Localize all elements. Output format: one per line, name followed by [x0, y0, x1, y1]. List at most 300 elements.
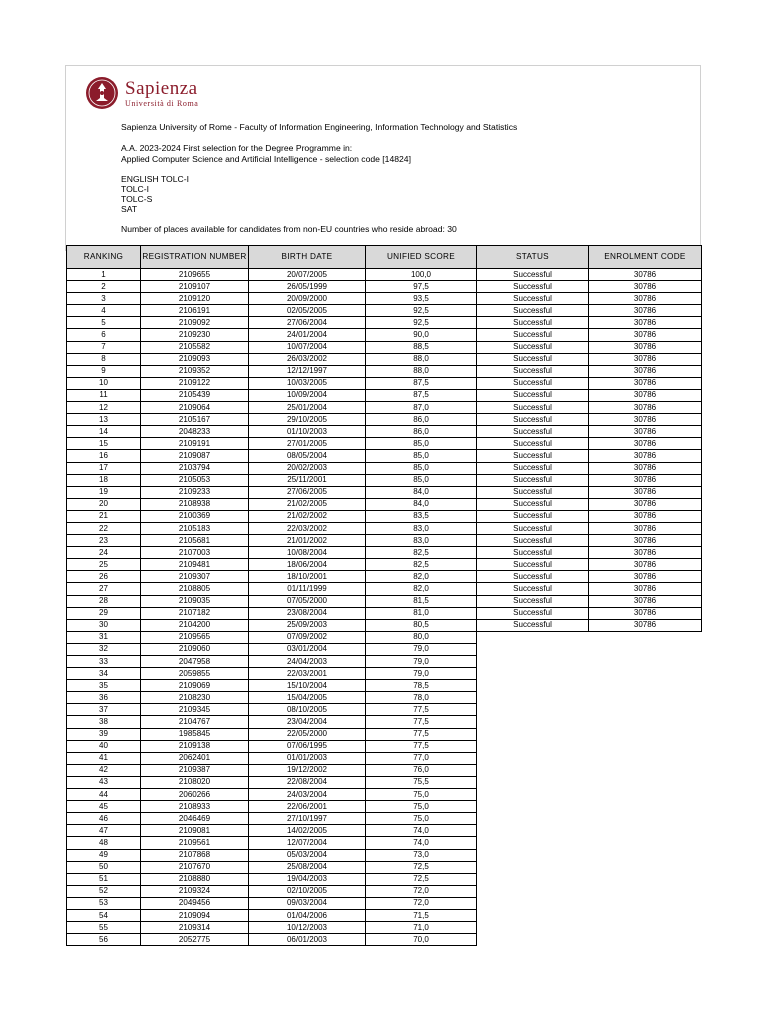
- cell-enrolment-code: 30786: [589, 438, 702, 450]
- empty-cell: [477, 922, 589, 934]
- cell-birth-date: 09/03/2004: [249, 897, 366, 909]
- cell-registration-number: 2109565: [141, 631, 249, 643]
- cell-ranking: 48: [67, 837, 141, 849]
- cell-ranking: 51: [67, 873, 141, 885]
- cell-birth-date: 22/05/2000: [249, 728, 366, 740]
- cell-registration-number: 2105681: [141, 535, 249, 547]
- cell-unified-score: 77,5: [366, 740, 477, 752]
- cell-enrolment-code: 30786: [589, 571, 702, 583]
- cell-birth-date: 22/06/2001: [249, 801, 366, 813]
- cell-registration-number: 2060266: [141, 789, 249, 801]
- table-row: [67, 559, 702, 571]
- table-row: [67, 837, 702, 849]
- table-row: [67, 656, 702, 668]
- cell-birth-date: 10/07/2004: [249, 341, 366, 353]
- table-row: [67, 341, 702, 353]
- cell-unified-score: 70,0: [366, 934, 477, 946]
- cell-enrolment-code: 30786: [589, 426, 702, 438]
- cell-ranking: 36: [67, 692, 141, 704]
- cell-status: Successful: [477, 522, 589, 534]
- cell-registration-number: 2108020: [141, 776, 249, 788]
- table-row: [67, 922, 702, 934]
- cell-unified-score: 77,5: [366, 728, 477, 740]
- cell-status: Successful: [477, 498, 589, 510]
- cell-unified-score: 97,5: [366, 281, 477, 293]
- cell-status: Successful: [477, 341, 589, 353]
- table-row: [67, 680, 702, 692]
- cell-enrolment-code: 30786: [589, 377, 702, 389]
- cell-unified-score: 84,0: [366, 498, 477, 510]
- cell-unified-score: 88,0: [366, 353, 477, 365]
- cell-ranking: 20: [67, 498, 141, 510]
- cell-unified-score: 92,5: [366, 317, 477, 329]
- cell-ranking: 56: [67, 934, 141, 946]
- test-type-1: ENGLISH TOLC-I: [121, 174, 189, 184]
- cell-registration-number: 2109307: [141, 571, 249, 583]
- cell-unified-score: 77,5: [366, 704, 477, 716]
- cell-unified-score: 74,0: [366, 837, 477, 849]
- col-header-enrolment-code: ENROLMENT CODE: [589, 246, 702, 269]
- cell-birth-date: 02/05/2005: [249, 305, 366, 317]
- empty-cell: [477, 704, 589, 716]
- cell-registration-number: 2104767: [141, 716, 249, 728]
- cell-unified-score: 83,0: [366, 522, 477, 534]
- table-row: [67, 897, 702, 909]
- cell-registration-number: 2109233: [141, 486, 249, 498]
- empty-cell: [589, 764, 702, 776]
- cell-ranking: 8: [67, 353, 141, 365]
- cell-birth-date: 01/10/2003: [249, 426, 366, 438]
- cell-ranking: 3: [67, 293, 141, 305]
- cell-status: Successful: [477, 571, 589, 583]
- empty-cell: [589, 873, 702, 885]
- empty-cell: [589, 897, 702, 909]
- cell-registration-number: 2108938: [141, 498, 249, 510]
- table-row: [67, 861, 702, 873]
- cell-registration-number: 2109138: [141, 740, 249, 752]
- empty-cell: [589, 752, 702, 764]
- table-row: [67, 934, 702, 946]
- cell-unified-score: 72,0: [366, 897, 477, 909]
- empty-cell: [477, 885, 589, 897]
- cell-unified-score: 79,0: [366, 668, 477, 680]
- cell-registration-number: 2048233: [141, 426, 249, 438]
- cell-registration-number: 2105439: [141, 389, 249, 401]
- cell-status: Successful: [477, 305, 589, 317]
- empty-cell: [477, 897, 589, 909]
- cell-enrolment-code: 30786: [589, 317, 702, 329]
- sapienza-seal-icon: [85, 76, 119, 110]
- cell-status: Successful: [477, 547, 589, 559]
- cell-enrolment-code: 30786: [589, 462, 702, 474]
- cell-unified-score: 90,0: [366, 329, 477, 341]
- cell-ranking: 11: [67, 389, 141, 401]
- cell-ranking: 38: [67, 716, 141, 728]
- table-row: [67, 728, 702, 740]
- empty-cell: [589, 789, 702, 801]
- cell-ranking: 37: [67, 704, 141, 716]
- empty-cell: [589, 934, 702, 946]
- empty-cell: [589, 643, 702, 655]
- cell-ranking: 39: [67, 728, 141, 740]
- logo-name: Sapienza: [125, 77, 198, 99]
- cell-registration-number: 2109345: [141, 704, 249, 716]
- cell-unified-score: 87,5: [366, 389, 477, 401]
- cell-registration-number: 2107182: [141, 607, 249, 619]
- table-row: [67, 389, 702, 401]
- cell-unified-score: 78,0: [366, 692, 477, 704]
- empty-cell: [589, 704, 702, 716]
- cell-birth-date: 22/03/2001: [249, 668, 366, 680]
- cell-registration-number: 2109191: [141, 438, 249, 450]
- col-header-birth-date: BIRTH DATE: [249, 246, 366, 269]
- cell-birth-date: 01/11/1999: [249, 583, 366, 595]
- cell-status: Successful: [477, 329, 589, 341]
- cell-birth-date: 15/04/2005: [249, 692, 366, 704]
- cell-enrolment-code: 30786: [589, 389, 702, 401]
- cell-enrolment-code: 30786: [589, 535, 702, 547]
- cell-ranking: 43: [67, 776, 141, 788]
- empty-cell: [477, 837, 589, 849]
- cell-registration-number: 2108230: [141, 692, 249, 704]
- cell-enrolment-code: 30786: [589, 595, 702, 607]
- cell-ranking: 23: [67, 535, 141, 547]
- cell-ranking: 29: [67, 607, 141, 619]
- cell-enrolment-code: 30786: [589, 365, 702, 377]
- empty-cell: [589, 861, 702, 873]
- cell-registration-number: 2109352: [141, 365, 249, 377]
- cell-birth-date: 18/10/2001: [249, 571, 366, 583]
- cell-unified-score: 75,0: [366, 789, 477, 801]
- cell-registration-number: 2109060: [141, 643, 249, 655]
- cell-unified-score: 85,0: [366, 450, 477, 462]
- cell-registration-number: 2047958: [141, 656, 249, 668]
- cell-birth-date: 23/08/2004: [249, 607, 366, 619]
- cell-ranking: 12: [67, 402, 141, 414]
- cell-registration-number: 2107003: [141, 547, 249, 559]
- cell-ranking: 2: [67, 281, 141, 293]
- cell-registration-number: 2109093: [141, 353, 249, 365]
- empty-cell: [589, 909, 702, 921]
- test-type-2: TOLC-I: [121, 184, 150, 194]
- cell-unified-score: 82,5: [366, 559, 477, 571]
- cell-birth-date: 03/01/2004: [249, 643, 366, 655]
- table-row: [67, 269, 702, 281]
- cell-enrolment-code: 30786: [589, 547, 702, 559]
- logo-subtitle: Università di Roma: [125, 98, 199, 108]
- cell-unified-score: 87,5: [366, 377, 477, 389]
- cell-birth-date: 22/03/2002: [249, 522, 366, 534]
- empty-cell: [589, 680, 702, 692]
- table-row: [67, 317, 702, 329]
- cell-enrolment-code: 30786: [589, 353, 702, 365]
- table-row: [67, 825, 702, 837]
- cell-birth-date: 26/05/1999: [249, 281, 366, 293]
- cell-unified-score: 82,5: [366, 547, 477, 559]
- cell-birth-date: 20/07/2005: [249, 269, 366, 281]
- cell-unified-score: 84,0: [366, 486, 477, 498]
- table-row: [67, 909, 702, 921]
- cell-ranking: 16: [67, 450, 141, 462]
- table-row: [67, 619, 702, 631]
- table-header-row: [67, 246, 702, 269]
- empty-cell: [477, 740, 589, 752]
- table-row: [67, 885, 702, 897]
- cell-enrolment-code: 30786: [589, 583, 702, 595]
- cell-birth-date: 08/10/2005: [249, 704, 366, 716]
- cell-ranking: 19: [67, 486, 141, 498]
- table-row: [67, 402, 702, 414]
- faculty-line: Sapienza University of Rome - Faculty of Information Engineering, Information Technology and Statistics: [121, 122, 518, 132]
- cell-status: Successful: [477, 535, 589, 547]
- cell-registration-number: 2059855: [141, 668, 249, 680]
- cell-enrolment-code: 30786: [589, 414, 702, 426]
- cell-registration-number: 2052775: [141, 934, 249, 946]
- col-header-status: STATUS: [477, 246, 589, 269]
- cell-registration-number: 2109655: [141, 269, 249, 281]
- cell-ranking: 35: [67, 680, 141, 692]
- cell-unified-score: 80,5: [366, 619, 477, 631]
- cell-registration-number: 1985845: [141, 728, 249, 740]
- cell-unified-score: 73,0: [366, 849, 477, 861]
- cell-ranking: 34: [67, 668, 141, 680]
- cell-status: Successful: [477, 389, 589, 401]
- cell-unified-score: 83,0: [366, 535, 477, 547]
- cell-unified-score: 75,0: [366, 813, 477, 825]
- cell-registration-number: 2109481: [141, 559, 249, 571]
- cell-unified-score: 92,5: [366, 305, 477, 317]
- cell-registration-number: 2105582: [141, 341, 249, 353]
- cell-unified-score: 88,0: [366, 365, 477, 377]
- empty-cell: [589, 656, 702, 668]
- cell-birth-date: 20/09/2000: [249, 293, 366, 305]
- cell-status: Successful: [477, 414, 589, 426]
- cell-registration-number: 2100369: [141, 510, 249, 522]
- cell-unified-score: 100,0: [366, 269, 477, 281]
- table-row: [67, 498, 702, 510]
- cell-enrolment-code: 30786: [589, 559, 702, 571]
- empty-cell: [477, 764, 589, 776]
- cell-registration-number: 2107868: [141, 849, 249, 861]
- cell-registration-number: 2109230: [141, 329, 249, 341]
- cell-status: Successful: [477, 619, 589, 631]
- cell-enrolment-code: 30786: [589, 474, 702, 486]
- cell-registration-number: 2109094: [141, 909, 249, 921]
- cell-status: Successful: [477, 474, 589, 486]
- cell-birth-date: 24/03/2004: [249, 789, 366, 801]
- cell-birth-date: 07/09/2002: [249, 631, 366, 643]
- cell-enrolment-code: 30786: [589, 305, 702, 317]
- cell-status: Successful: [477, 402, 589, 414]
- test-type-4: SAT: [121, 204, 138, 214]
- cell-enrolment-code: 30786: [589, 619, 702, 631]
- cell-ranking: 42: [67, 764, 141, 776]
- table-row: [67, 583, 702, 595]
- table-row: [67, 438, 702, 450]
- cell-unified-score: 88,5: [366, 341, 477, 353]
- cell-ranking: 30: [67, 619, 141, 631]
- cell-ranking: 10: [67, 377, 141, 389]
- cell-registration-number: 2109324: [141, 885, 249, 897]
- cell-birth-date: 18/06/2004: [249, 559, 366, 571]
- cell-registration-number: 2109122: [141, 377, 249, 389]
- cell-enrolment-code: 30786: [589, 402, 702, 414]
- ranking-table: [66, 245, 702, 946]
- cell-birth-date: 10/12/2003: [249, 922, 366, 934]
- cell-ranking: 44: [67, 789, 141, 801]
- test-type-3: TOLC-S: [121, 194, 153, 204]
- cell-ranking: 27: [67, 583, 141, 595]
- cell-registration-number: 2108805: [141, 583, 249, 595]
- cell-birth-date: 27/01/2005: [249, 438, 366, 450]
- cell-birth-date: 25/11/2001: [249, 474, 366, 486]
- cell-birth-date: 10/03/2005: [249, 377, 366, 389]
- empty-cell: [477, 873, 589, 885]
- cell-birth-date: 25/08/2004: [249, 861, 366, 873]
- cell-status: Successful: [477, 269, 589, 281]
- table-row: [67, 365, 702, 377]
- cell-birth-date: 05/03/2004: [249, 849, 366, 861]
- cell-ranking: 32: [67, 643, 141, 655]
- table-row: [67, 281, 702, 293]
- cell-enrolment-code: 30786: [589, 510, 702, 522]
- cell-registration-number: 2108880: [141, 873, 249, 885]
- cell-birth-date: 10/09/2004: [249, 389, 366, 401]
- cell-unified-score: 75,0: [366, 801, 477, 813]
- cell-birth-date: 01/01/2003: [249, 752, 366, 764]
- cell-birth-date: 27/10/1997: [249, 813, 366, 825]
- cell-ranking: 46: [67, 813, 141, 825]
- col-header-registration-number: REGISTRATION NUMBER: [141, 246, 249, 269]
- cell-unified-score: 82,0: [366, 583, 477, 595]
- cell-unified-score: 93,5: [366, 293, 477, 305]
- table-row: [67, 535, 702, 547]
- cell-birth-date: 22/08/2004: [249, 776, 366, 788]
- empty-cell: [589, 776, 702, 788]
- cell-birth-date: 27/06/2005: [249, 486, 366, 498]
- table-row: [67, 849, 702, 861]
- cell-enrolment-code: 30786: [589, 281, 702, 293]
- cell-ranking: 6: [67, 329, 141, 341]
- empty-cell: [477, 849, 589, 861]
- cell-registration-number: 2109069: [141, 680, 249, 692]
- cell-registration-number: 2109120: [141, 293, 249, 305]
- table-row: [67, 704, 702, 716]
- cell-birth-date: 07/05/2000: [249, 595, 366, 607]
- cell-unified-score: 78,5: [366, 680, 477, 692]
- cell-enrolment-code: 30786: [589, 498, 702, 510]
- cell-birth-date: 27/06/2004: [249, 317, 366, 329]
- cell-birth-date: 26/03/2002: [249, 353, 366, 365]
- empty-cell: [589, 922, 702, 934]
- cell-birth-date: 10/08/2004: [249, 547, 366, 559]
- table-row: [67, 668, 702, 680]
- table-row: [67, 462, 702, 474]
- empty-cell: [589, 668, 702, 680]
- cell-birth-date: 21/01/2002: [249, 535, 366, 547]
- cell-registration-number: 2106191: [141, 305, 249, 317]
- table-row: [67, 353, 702, 365]
- cell-ranking: 49: [67, 849, 141, 861]
- table-row: [67, 486, 702, 498]
- cell-status: Successful: [477, 583, 589, 595]
- cell-birth-date: 08/05/2004: [249, 450, 366, 462]
- cell-registration-number: 2062401: [141, 752, 249, 764]
- empty-cell: [477, 656, 589, 668]
- empty-cell: [477, 692, 589, 704]
- cell-birth-date: 24/01/2004: [249, 329, 366, 341]
- cell-ranking: 14: [67, 426, 141, 438]
- cell-birth-date: 12/12/1997: [249, 365, 366, 377]
- cell-unified-score: 72,0: [366, 885, 477, 897]
- cell-unified-score: 80,0: [366, 631, 477, 643]
- cell-unified-score: 83,5: [366, 510, 477, 522]
- cell-birth-date: 25/01/2004: [249, 402, 366, 414]
- cell-ranking: 7: [67, 341, 141, 353]
- col-header-ranking: RANKING: [67, 246, 141, 269]
- cell-ranking: 41: [67, 752, 141, 764]
- table-row: [67, 377, 702, 389]
- table-row: [67, 692, 702, 704]
- cell-enrolment-code: 30786: [589, 450, 702, 462]
- places-available-line: Number of places available for candidates from non-EU countries who reside abroad: 30: [121, 224, 457, 234]
- empty-cell: [477, 631, 589, 643]
- ranking-table-body: [67, 269, 702, 946]
- table-row: [67, 426, 702, 438]
- cell-enrolment-code: 30786: [589, 607, 702, 619]
- table-row: [67, 716, 702, 728]
- cell-enrolment-code: 30786: [589, 269, 702, 281]
- cell-unified-score: 86,0: [366, 414, 477, 426]
- cell-ranking: 13: [67, 414, 141, 426]
- empty-cell: [477, 825, 589, 837]
- cell-registration-number: 2109561: [141, 837, 249, 849]
- cell-status: Successful: [477, 486, 589, 498]
- table-row: [67, 752, 702, 764]
- cell-birth-date: 25/09/2003: [249, 619, 366, 631]
- cell-status: Successful: [477, 595, 589, 607]
- cell-ranking: 15: [67, 438, 141, 450]
- table-row: [67, 607, 702, 619]
- cell-status: Successful: [477, 462, 589, 474]
- cell-unified-score: 85,0: [366, 438, 477, 450]
- cell-registration-number: 2109064: [141, 402, 249, 414]
- empty-cell: [477, 728, 589, 740]
- empty-cell: [477, 716, 589, 728]
- academic-year-line: A.A. 2023-2024 First selection for the Degree Programme in:: [121, 143, 353, 153]
- cell-ranking: 9: [67, 365, 141, 377]
- cell-status: Successful: [477, 510, 589, 522]
- cell-ranking: 17: [67, 462, 141, 474]
- cell-registration-number: 2105167: [141, 414, 249, 426]
- cell-ranking: 18: [67, 474, 141, 486]
- cell-status: Successful: [477, 450, 589, 462]
- table-row: [67, 474, 702, 486]
- empty-cell: [477, 680, 589, 692]
- cell-registration-number: 2103794: [141, 462, 249, 474]
- cell-status: Successful: [477, 426, 589, 438]
- empty-cell: [589, 631, 702, 643]
- cell-unified-score: 79,0: [366, 643, 477, 655]
- cell-unified-score: 79,0: [366, 656, 477, 668]
- cell-registration-number: 2105053: [141, 474, 249, 486]
- empty-cell: [477, 861, 589, 873]
- cell-unified-score: 86,0: [366, 426, 477, 438]
- empty-cell: [589, 885, 702, 897]
- cell-status: Successful: [477, 317, 589, 329]
- cell-registration-number: 2046469: [141, 813, 249, 825]
- cell-registration-number: 2108933: [141, 801, 249, 813]
